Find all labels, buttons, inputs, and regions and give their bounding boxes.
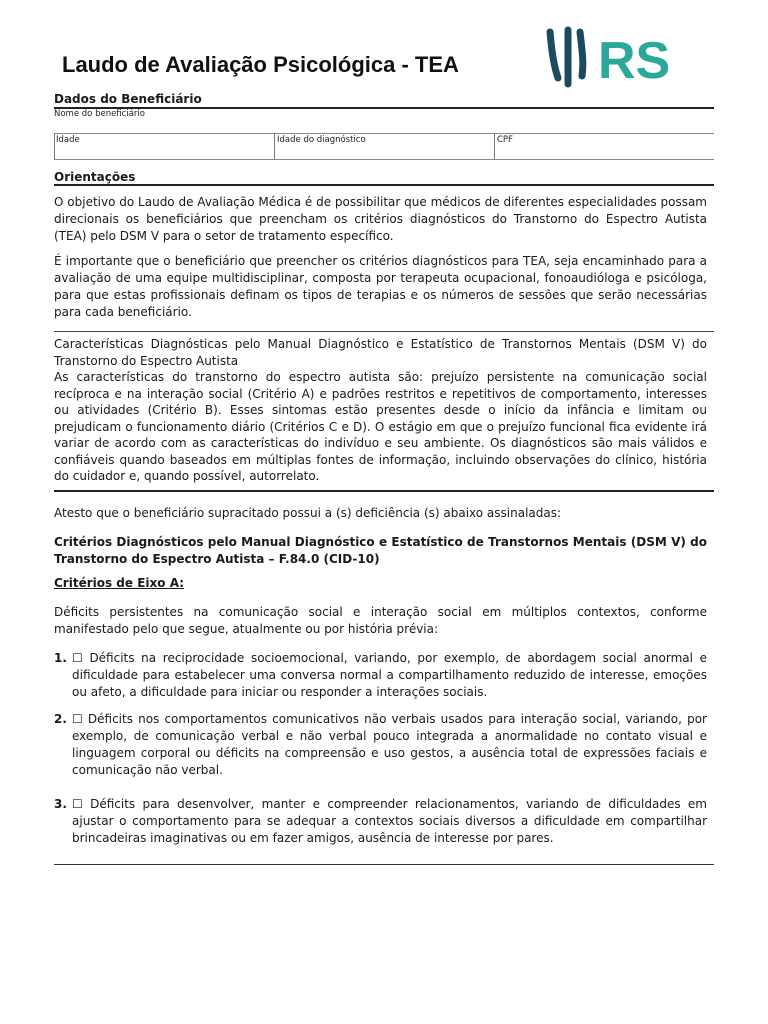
divider — [54, 864, 714, 865]
caracteristicas-body: As características do transtorno do espectro autista são: prejuízo persistente na comunicação social recíproca e na interação social (Critério A) e padrões restritos e repetitivos de comportamento, interesses ou atividades (Critério B). Esses sintomas estão presentes desde o início da infância e limitam ou prejudicam o funcionamento diário (Critérios C e D). O estágio em que o prejuízo funcional fica evidente irá variar de acordo com as características do indivíduo e seu ambiente. Os diagnósticos são mais válidos e confiáveis quando baseados em múltiplas fontes de informação, incluindo observações do clínico, história do cuidador e, quando possível, autorrelato. — [54, 370, 707, 483]
item-text-wrap — [72, 650, 707, 701]
eixo-a-heading: Critérios de Eixo A: — [54, 576, 184, 590]
criterio-item — [54, 711, 707, 779]
checkbox-icon[interactable]: ☐ — [72, 651, 83, 665]
field-separator — [494, 133, 495, 159]
criterio-item — [54, 796, 707, 847]
orientacoes-heading: Orientações — [54, 170, 136, 184]
divider — [54, 133, 714, 134]
field-separator — [274, 133, 275, 159]
logo-text: RS — [598, 32, 671, 90]
orientacoes-paragraph-2: É importante que o beneficiário que preencher os critérios diagnósticos para TEA, seja encaminhado para a avaliação de uma equipe multidisciplinar, composta por terapeuta ocupacional, fonoaudióloga e psicóloga, para que estas profissionais definam os tipos de terapias e os números de sessões que serão necessárias para cada beneficiário. — [54, 254, 707, 319]
cpf-label: CPF — [497, 135, 513, 145]
criterio-item — [54, 650, 707, 701]
criterios-heading: Critérios Diagnósticos pelo Manual Diagnóstico e Estatístico de Transtornos Mentais (DSM V) do Transtorno do Espectro Autista – F.84.0 (CID-10) — [54, 535, 707, 566]
item-text: Déficits na reciprocidade socioemocional, variando, por exemplo, de abordagem social anormal e dificuldade para estabelecer uma conversa normal a compartilhamento reduzido de interesse, emoções ou afeto, a dificuldade para iniciar ou responder a interações sociais. — [72, 651, 707, 699]
beneficiario-heading: Dados do Beneficiário — [54, 92, 202, 106]
atesto-statement: Atesto que o beneficiário supracitado possui a (s) deficiência (s) abaixo assinaladas: — [54, 506, 562, 520]
divider — [54, 184, 714, 186]
orientacoes-paragraph-1: O objetivo do Laudo de Avaliação Médica é de possibilitar que médicos de diferentes especialidades possam direcionais os beneficiários que preencham os critérios diagnósticos do Transtorno do Espectro Autista (TEA) pelo DSM V para o setor de tratamento específico. — [54, 195, 707, 243]
divider — [54, 159, 714, 160]
item-text-wrap — [72, 796, 707, 847]
checkbox-icon[interactable]: ☐ — [72, 797, 83, 811]
checkbox-icon[interactable]: ☐ — [72, 712, 83, 726]
item-number: 1. — [54, 651, 67, 665]
divider — [54, 490, 714, 492]
page-title: Laudo de Avaliação Psicológica - TEA — [62, 52, 459, 77]
item-text-wrap — [72, 711, 707, 779]
criterios-intro: Déficits persistentes na comunicação social e interação social em múltiplos contextos, conforme manifestado pelo que segue, atualmente ou por história prévia: — [54, 605, 707, 636]
item-text: Déficits para desenvolver, manter e compreender relacionamentos, variando de dificuldades em ajustar o comportamento para se adequar a contextos sociais diversos a dificuldade em compartilhar brincadeiras imaginativas ou em fazer amigos, ausência de interesse por pares. — [72, 797, 707, 845]
nome-label: Nome do beneficiário — [54, 109, 145, 119]
item-number: 2. — [54, 712, 67, 726]
caracteristicas-heading: Características Diagnósticas pelo Manual Diagnóstico e Estatístico de Transtornos Mentais (DSM V) do Transtorno do Espectro Autista — [54, 337, 707, 368]
item-text: Déficits nos comportamentos comunicativos não verbais usados para interação social, variando, por exemplo, de comunicação verbal e não verbal pouco integrada a anormalidade no contato visual e linguagem corporal ou déficits na compreensão e uso gestos, a ausência total de expressões faciais e comunicação não verbal. — [72, 712, 707, 777]
divider — [54, 331, 714, 332]
field-separator — [54, 133, 55, 159]
idade-label: Idade — [56, 135, 80, 145]
item-number: 3. — [54, 797, 67, 811]
divider — [54, 107, 714, 109]
idade-diagnostico-label: Idade do diagnóstico — [277, 135, 366, 145]
company-logo — [546, 26, 696, 90]
